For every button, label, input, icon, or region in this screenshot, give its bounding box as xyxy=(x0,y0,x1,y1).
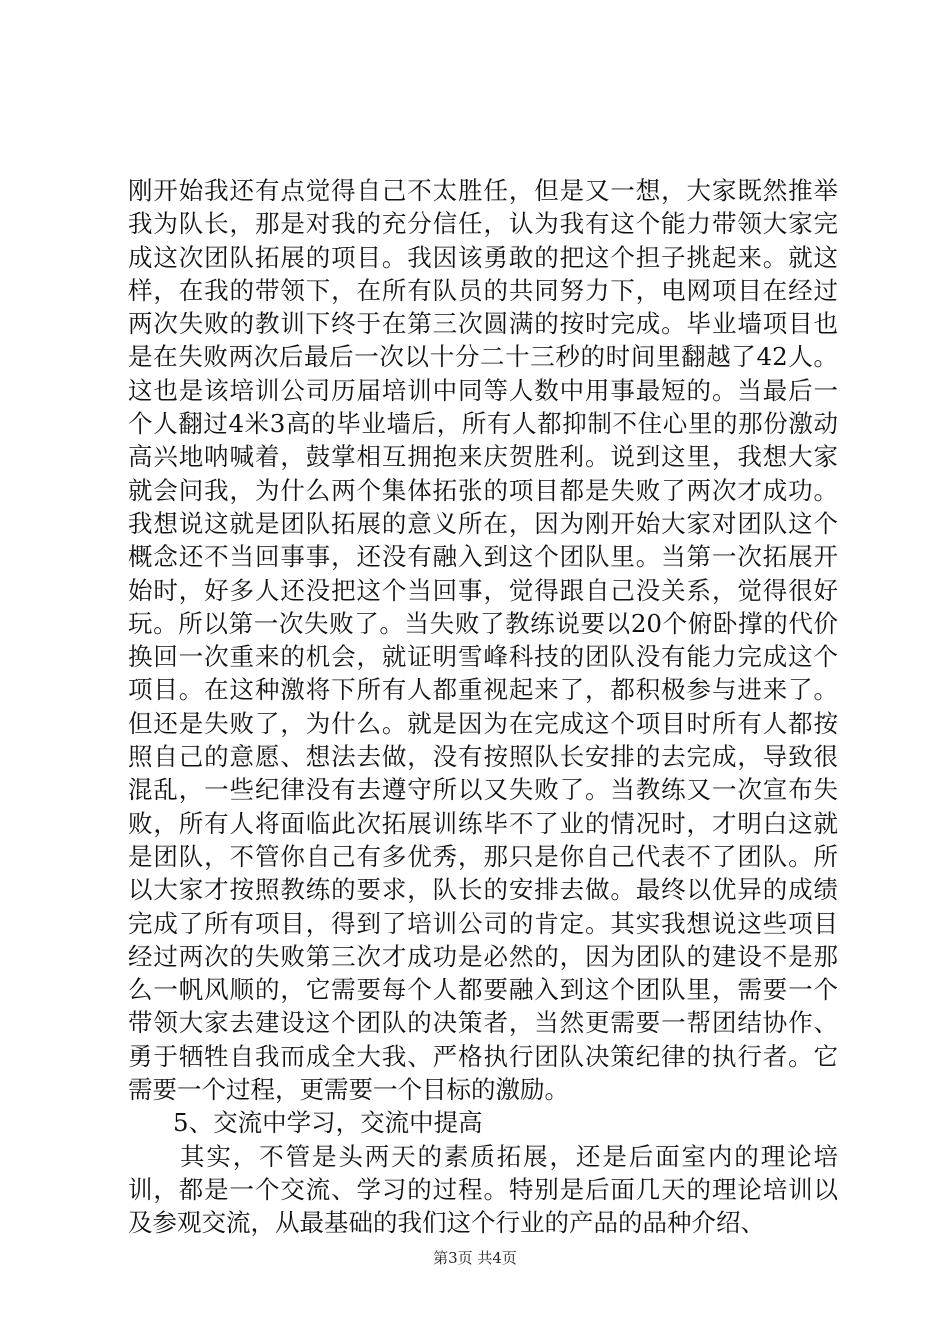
document-body xyxy=(128,174,838,1240)
body-paragraph: 其实，不管是头两天的素质拓展，还是后面室内的理论培训，都是一个交流、学习的过程。特别是后面几天的理论培训以及参观交流，从最基础的我们这个行业的产品的品种介绍、 xyxy=(128,1141,838,1238)
page-footer: 第3页 共4页 xyxy=(433,1249,517,1267)
section-heading: 5、交流中学习，交流中提高 xyxy=(173,1108,483,1138)
body-paragraph: 刚开始我还有点觉得自己不太胜任，但是又一想，大家既然推举我为队长，那是对我的充分信任，认为我有这个能力带领大家完成这次团队拓展的项目。我因该勇敢的把这个担子挑起来。就这样，在我的带领下，在所有队员的共同努力下，电网项目在经过两次失败的教训下终于在第三次圆满的按时完成。毕业墙项目也是在失败两次后最后一次以十分二十三秒的时间里翻越了42人。这也是该培训公司历届培训中同等人数中用事最短的。当最后一个人翻过4米3高的毕业墙后，所有人都抑制不住心里的那份激动高兴地呐喊着，鼓掌相互拥抱来庆贺胜利。说到这里，我想大家就会问我，为什么两个集体拓张的项目都是失败了两次才成功。我想说这就是团队拓展的意义所在，因为刚开始大家对团队这个概念还不当回事事，还没有融入到这个团队里。当第一次拓展开始时，好多人还没把这个当回事，觉得跟自己没关系，觉得很好玩。所以第一次失败了。当失败了教练说要以20个俯卧撑的代价换回一次重来的机会，就证明雪峰科技的团队没有能力完成这个项目。在这种激将下所有人都重视起来了，都积极参与进来了。但还是失败了，为什么。就是因为在完成这个项目时所有人都按照自己的意愿、想法去做，没有按照队长安排的去完成，导致很混乱，一些纪律没有去遵守所以又失败了。当教练又一次宣布失败，所有人将面临此次拓展训练毕不了业的情况时，才明白这就是团队，不管你自己有多优秀，那只是你自己代表不了团队。所以大家才按照教练的要求，队长的安排去做。最终以优异的成绩完成了所有项目，得到了培训公司的肯定。其实我想说这些项目经过两次的失败第三次才成功是必然的，因为团队的建设不是那么一帆风顺的，它需要每个人都要融入到这个团队里，需要一个带领大家去建设这个团队的决策者，当然更需要一帮团结协作、勇于牺牲自我而成全大我、严格执行团队决策纪律的执行者。它需要一个过程，更需要一个目标的激励。 xyxy=(128,176,838,1105)
